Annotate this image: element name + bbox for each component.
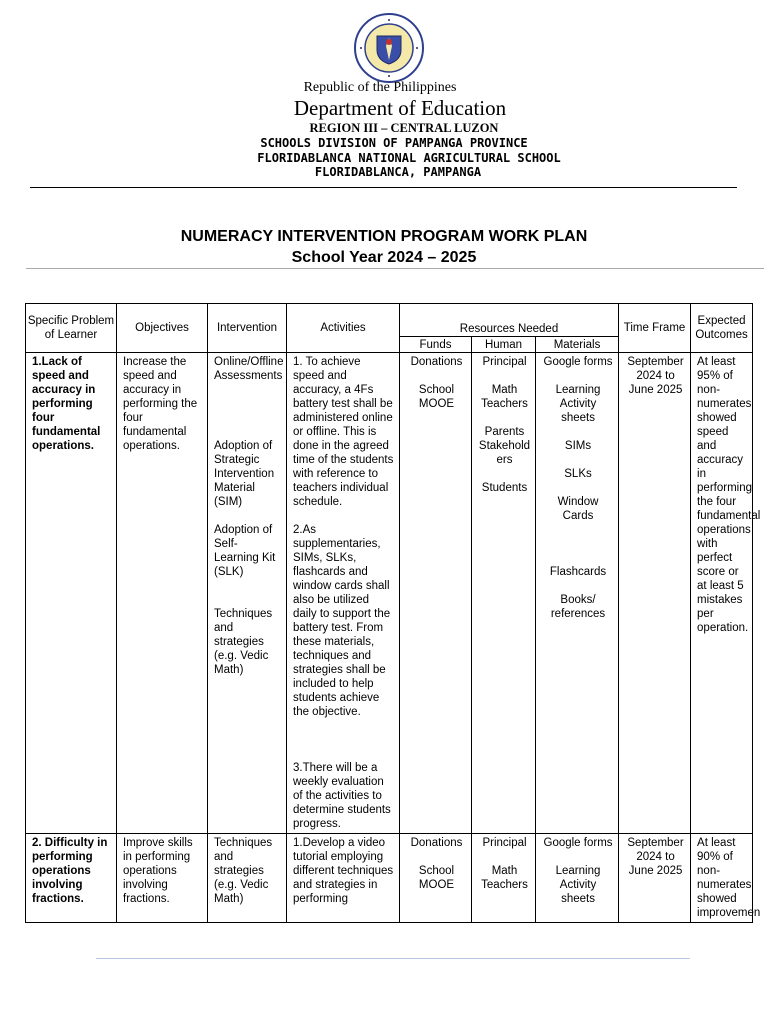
header-activities: Activities <box>287 304 400 353</box>
objectives-cell: Improve skills in performing operations involving fractions. <box>123 837 193 905</box>
funds-item: School MOOE <box>418 865 455 891</box>
objectives-cell: Increase the speed and accuracy in performing the four fundamental operations. <box>123 356 198 452</box>
human-item: Math Teachers <box>481 865 528 891</box>
school-name: FLORIDABLANCA NATIONAL AGRICULTURAL SCHOOL <box>257 151 561 165</box>
funds-item: Donations <box>410 837 463 849</box>
header-resources: Resources Needed <box>400 304 619 337</box>
table-row <box>26 834 753 923</box>
document-title: NUMERACY INTERVENTION PROGRAM WORK PLAN <box>180 228 588 245</box>
intervention-item: Techniques and strategies (e.g. Vedic Math) <box>214 837 273 905</box>
human-item: Principal <box>482 837 527 849</box>
material-item: Google forms <box>543 837 613 849</box>
problem-cell: 1.Lack of speed and accuracy in performing four fundamental operations. <box>32 356 101 452</box>
material-item: Flashcards <box>549 566 607 578</box>
intervention-item: Online/Offline Assessments <box>214 356 284 382</box>
header-problem: Specific Problem of Learner <box>26 304 117 353</box>
activity-item: 1. To achieve speed and accuracy, a 4Fs battery test shall be administered online or offline. This is done in the agreed time of the students with reference to teachers individual schedule. <box>293 356 394 508</box>
table-row <box>26 353 753 834</box>
human-item: Stakeholders <box>478 440 531 466</box>
problem-cell: 2. Difficulty in performing operations involving fractions. <box>32 837 108 905</box>
intervention-item: Adoption of Self-Learning Kit (SLK) <box>214 524 276 578</box>
activity-item: 2.As supplementaries, SIMs, SLKs, flashcards and window cards shall also be utilized daily to support the battery test. From these materials, techniques and strategies shall be included to help students achieve the objective. <box>293 524 391 718</box>
division-line: SCHOOLS DIVISION OF PAMPANGA PROVINCE <box>260 136 528 150</box>
school-location: FLORIDABLANCA, PAMPANGA <box>314 165 482 179</box>
header-outcomes: Expected Outcomes <box>691 304 753 353</box>
material-item: Books/ references <box>550 594 606 620</box>
republic-line: Republic of the Philippines <box>303 80 457 95</box>
title-divider <box>26 268 764 269</box>
deped-seal-logo <box>350 12 428 84</box>
region-line: REGION III – CENTRAL LUZON <box>309 121 499 135</box>
intervention-item: Adoption of Strategic Intervention Material (SIM) <box>214 440 275 508</box>
work-plan-table <box>25 303 761 923</box>
human-item: Principal <box>482 356 527 368</box>
material-item: SIMs <box>564 440 592 452</box>
outcomes-cell: At least 95% of non-numerates showed speed and accuracy in performing the four fundamental operations with perfect score or at least 5 mistakes per operation. <box>697 356 761 634</box>
header-materials: Materials <box>536 337 619 353</box>
header-funds: Funds <box>400 337 472 353</box>
material-item: Window Cards <box>557 496 599 522</box>
material-item: Learning Activity sheets <box>555 384 601 424</box>
material-item: Google forms <box>543 356 613 368</box>
activity-item: 3.There will be a weekly evaluation of the activities to determine students progress. <box>293 762 391 830</box>
time-frame-cell: September 2024 to June 2025 <box>627 837 684 877</box>
funds-item: School MOOE <box>418 384 455 410</box>
footer-divider <box>96 958 690 959</box>
material-item: SLKs <box>564 468 592 480</box>
department-name: Department of Education <box>293 96 507 120</box>
human-item: Math Teachers <box>481 384 528 410</box>
funds-item: Donations <box>410 356 463 368</box>
time-frame-cell: September 2024 to June 2025 <box>627 356 684 396</box>
human-item: Students <box>481 482 528 494</box>
school-year: School Year 2024 – 2025 <box>291 249 477 266</box>
header-time-frame: Time Frame <box>619 304 691 353</box>
human-item: Parents <box>484 426 525 438</box>
header-intervention: Intervention <box>208 304 287 353</box>
activity-item: 1.Develop a video tutorial employing different techniques and strategies in performing <box>293 837 394 905</box>
letterhead-divider <box>30 187 737 188</box>
intervention-item: Techniques and strategies (e.g. Vedic Math) <box>214 608 273 676</box>
outcomes-cell: At least 90% of non-numerates showed improvemen <box>697 837 761 919</box>
header-human: Human <box>472 337 536 353</box>
material-item: Learning Activity sheets <box>555 865 601 905</box>
header-objectives: Objectives <box>117 304 208 353</box>
